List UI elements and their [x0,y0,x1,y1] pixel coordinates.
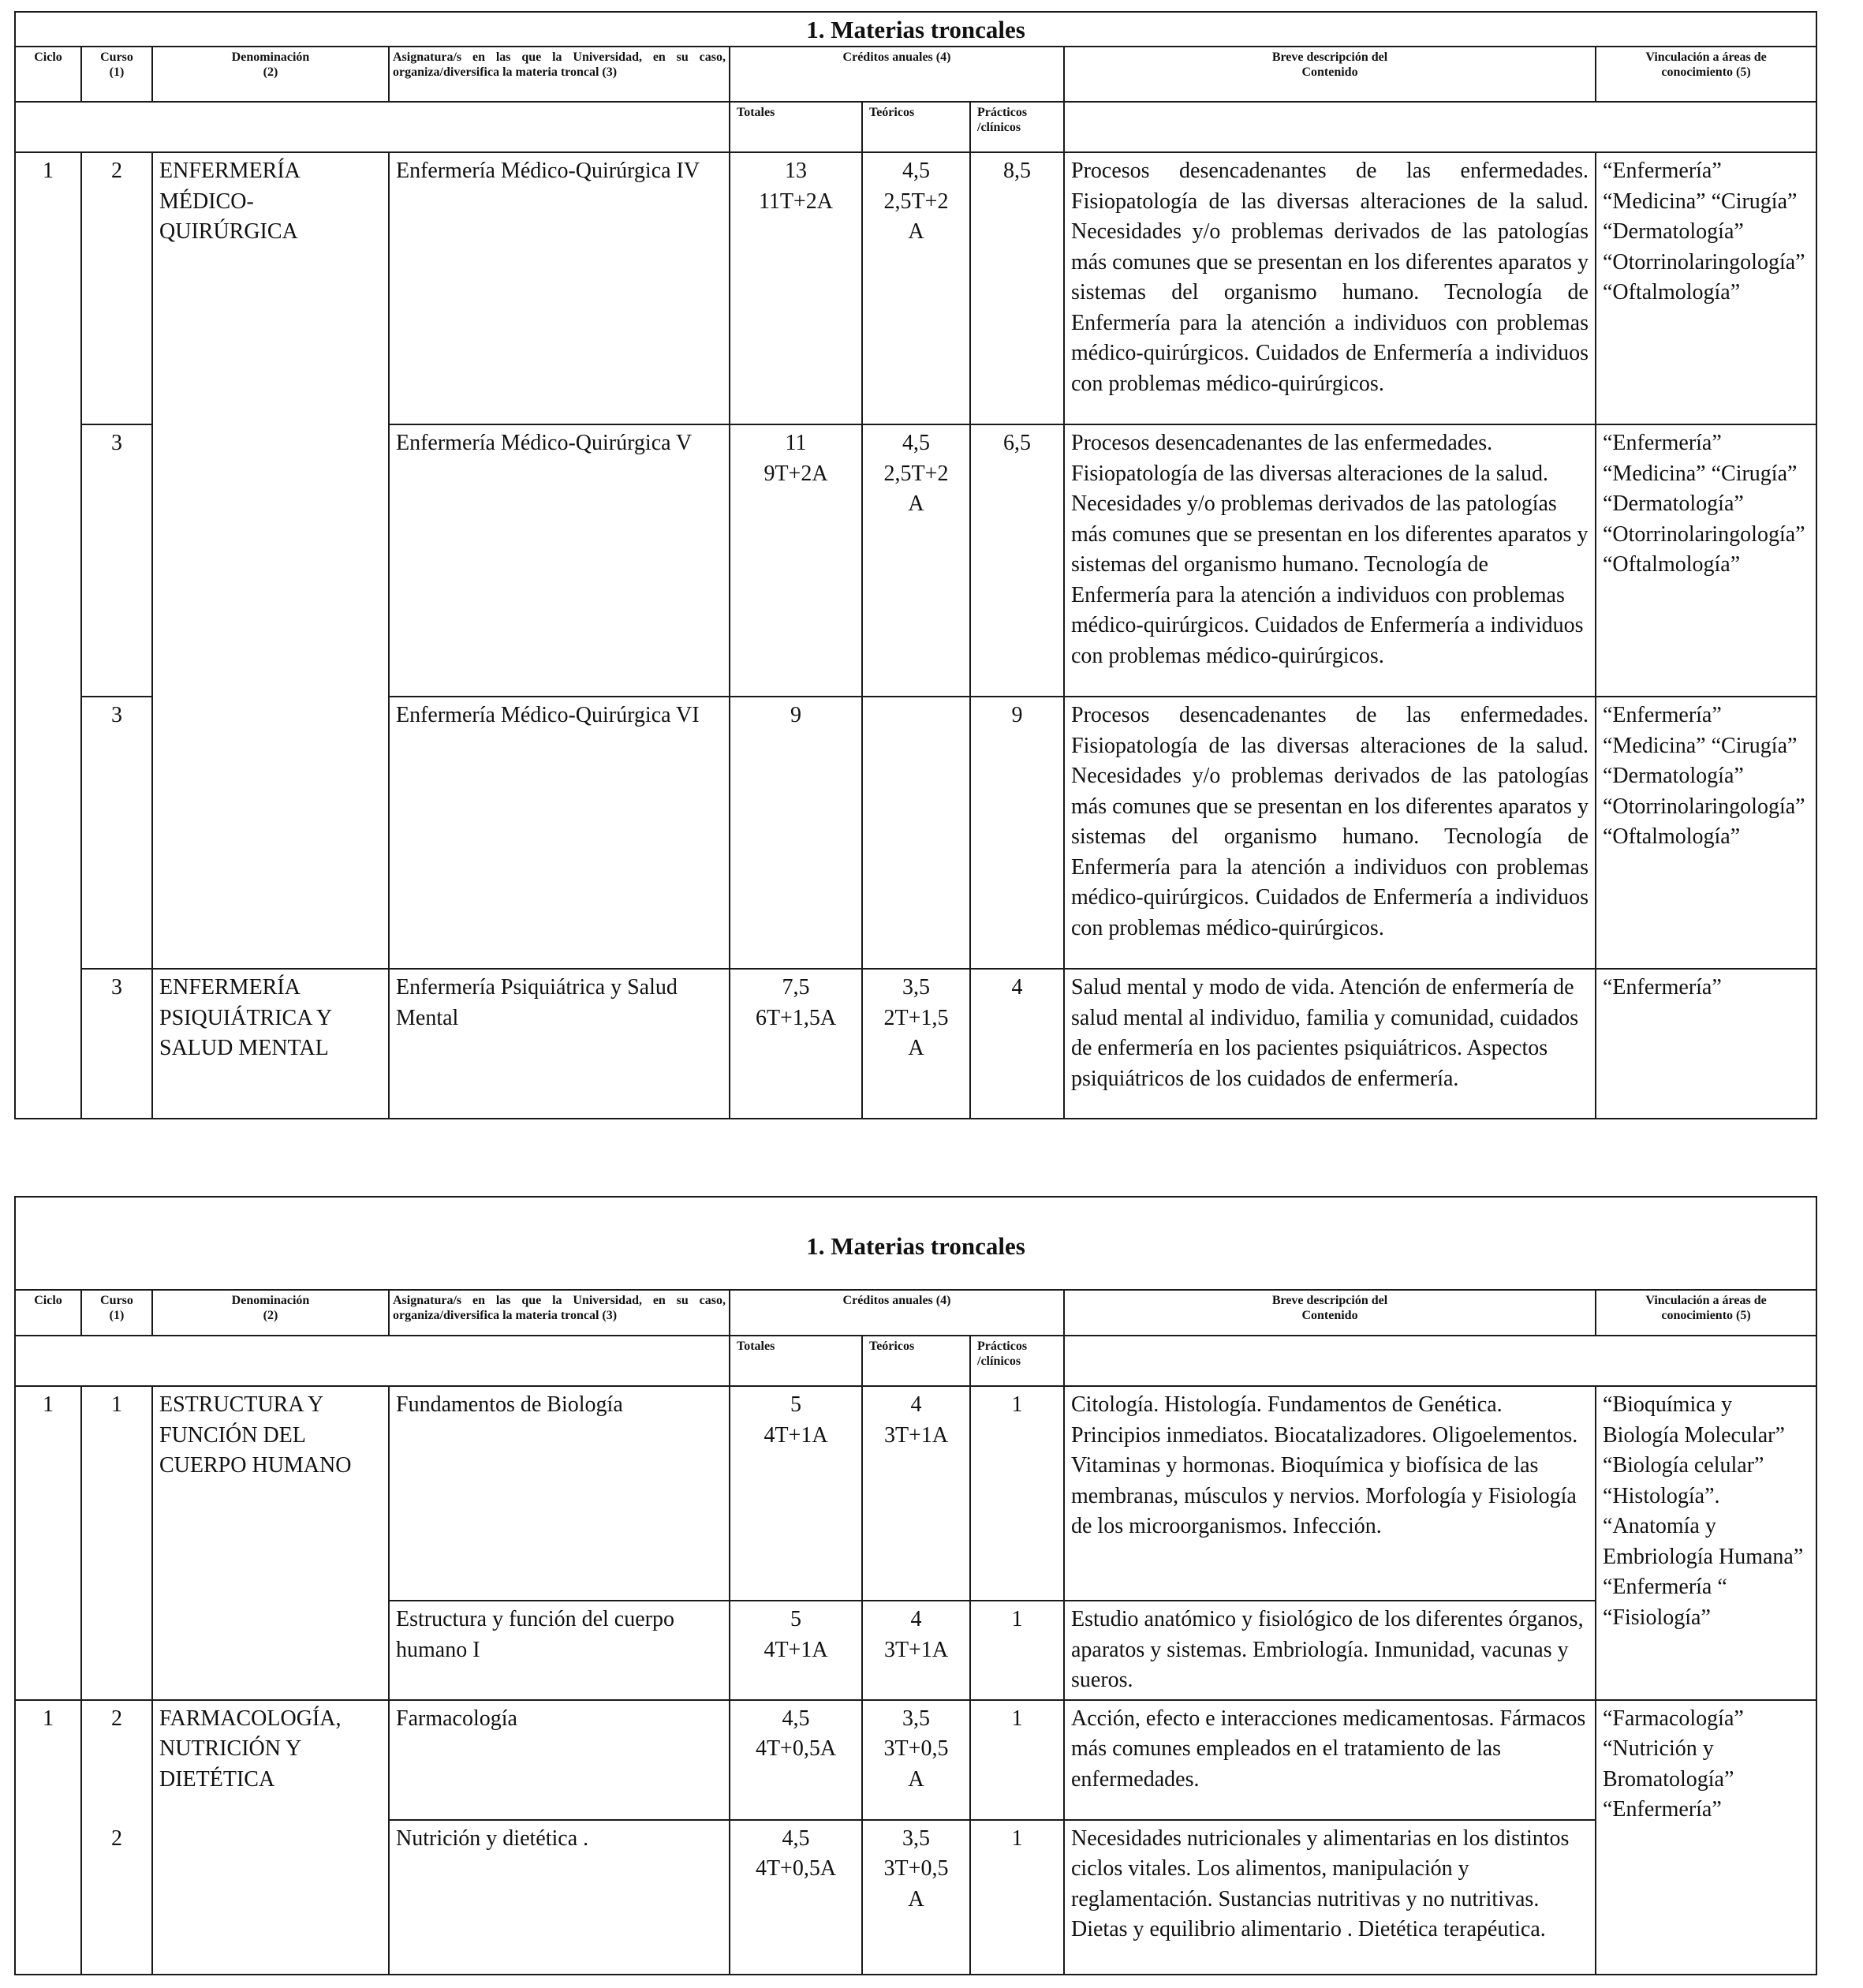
cell-totales: 5 4T+1A [730,1601,862,1700]
cell-teoricos: 3,5 2T+1,5 A [862,969,970,1119]
cell-asignatura: Enfermería Médico-Quirúrgica IV [389,152,730,424]
cell-totales: 5 4T+1A [730,1386,862,1601]
cell-descripcion: Procesos desencadenantes de las enfermedades. Fisiopatología de las diversas alteraciones de la salud. Necesidades y/o problemas derivados de las patologías más comunes que se presentan en los diferentes aparatos y sistemas del organismo humano. Tecnología de Enfermería para la atención a individuos con problemas médico-quirúrgicos. Cuidados de Enfermería a individuos con problemas médico-quirúrgicos. [1064,152,1596,424]
header-descripcion: Breve descripción del Contenido [1064,1290,1596,1336]
cell-totales: 4,5 4T+0,5A [730,1700,862,1820]
cell-vinculacion: “Enfermería” “Medicina” “Cirugía” “Dermatología” “Otorrinolaringología” “Oftalmología” [1596,424,1816,697]
cell-curso: 3 [81,424,152,697]
header-totales: Totales [730,1336,862,1386]
cell-asignatura: Fundamentos de Biología [389,1386,730,1601]
header-practicos: Prácticos /clínicos [970,102,1064,152]
cell-practicos: 1 [970,1820,1064,1975]
cell-descripcion: Necesidades nutricionales y alimentarias en los distintos ciclos vitales. Los alimentos, manipulación y reglamentación. Sustancias nutritivas y no nutritivas. Dietas y equilibrio alimentario . Dietética terapéutica. [1064,1820,1596,1975]
cell-descripcion: Procesos desencadenantes de las enfermedades. Fisiopatología de las diversas alteraciones de la salud. Necesidades y/o problemas derivados de las patologías más comunes que se presentan en los diferentes aparatos y sistemas del organismo humano. Tecnología de Enfermería para la atención a individuos con problemas médico-quirúrgicos. Cuidados de Enfermería a individuos con problemas médico-quirúrgicos. [1064,697,1596,969]
header-vinculacion: Vinculación a áreas de conocimiento (5) [1596,47,1816,102]
cell-denominacion: ENFERMERÍA MÉDICO-QUIRÚRGICA [152,152,389,424]
cell-curso: 3 [81,969,152,1119]
cell-denominacion: FARMACOLOGÍA, NUTRICIÓN Y DIETÉTICA [152,1700,389,1975]
cell-ciclo [15,424,81,697]
table-title: 1. Materias troncales [15,12,1816,47]
cell-practicos: 1 [970,1601,1064,1700]
cell-practicos: 9 [970,697,1064,969]
cell-totales: 13 11T+2A [730,152,862,424]
cell-curso: 2 [81,152,152,424]
cell-descripcion: Procesos desencadenantes de las enfermedades. Fisiopatología de las diversas alteraciones de la salud. Necesidades y/o problemas derivados de las patologías más comunes que se presentan en los diferentes aparatos y sistemas del organismo humano. Tecnología de Enfermería para la atención a individuos con problemas médico-quirúrgicos. Cuidados de Enfermería a individuos con problemas médico-quirúrgicos. [1064,424,1596,697]
cell-descripcion: Estudio anatómico y fisiológico de los diferentes órganos, aparatos y sistemas. Embriología. Inmunidad, vacunas y sueros. [1064,1601,1596,1700]
cell-vinculacion: “Enfermería” “Medicina” “Cirugía” “Dermatología” “Otorrinolaringología” “Oftalmología” [1596,697,1816,969]
cell-asignatura: Farmacología [389,1700,730,1820]
cell-asignatura: Estructura y función del cuerpo humano I [389,1601,730,1700]
header-creditos: Créditos anuales (4) [730,47,1064,102]
header-ciclo: Ciclo [15,47,81,102]
cell-curso: 3 [81,697,152,969]
cell-teoricos: 4 3T+1A [862,1386,970,1601]
cell-vinculacion: “Bioquímica y Biología Molecular” “Biología celular” “Histología”. “Anatomía y Embriología Humana” “Enfermería “ “Fisiología” [1596,1386,1816,1700]
cell-curso: 1 [81,1386,152,1700]
cell-teoricos [862,697,970,969]
table-materias-troncales-2 [14,1196,1816,1975]
cell-descripcion: Acción, efecto e interacciones medicamentosas. Fármacos más comunes empleados en el tratamiento de las enfermedades. [1064,1700,1596,1820]
cell-vinculacion: “Enfermería” “Medicina” “Cirugía” “Dermatología” “Otorrinolaringología” “Oftalmología” [1596,152,1816,424]
cell-asignatura: Nutrición y dietética . [389,1820,730,1975]
cell-practicos: 8,5 [970,152,1064,424]
cell-teoricos: 4 3T+1A [862,1601,970,1700]
cell-practicos: 4 [970,969,1064,1119]
header-teoricos: Teóricos [862,1336,970,1386]
header-denominacion: Denominación (2) [152,47,389,102]
curriculum-table [14,1196,1817,1975]
cell-totales: 11 9T+2A [730,424,862,697]
curriculum-table [14,11,1817,1119]
subheader-spacer [15,102,730,152]
header-ciclo: Ciclo [15,1290,81,1336]
cell-vinculacion: “Enfermería” [1596,969,1816,1119]
cell-ciclo [15,697,81,969]
cell-asignatura: Enfermería Médico-Quirúrgica V [389,424,730,697]
header-denominacion: Denominación (2) [152,1290,389,1336]
cell-totales: 7,5 6T+1,5A [730,969,862,1119]
cell-practicos: 6,5 [970,424,1064,697]
cell-totales: 4,5 4T+0,5A [730,1820,862,1975]
subheader-spacer-right [1064,102,1816,152]
subheader-spacer-right [1064,1336,1816,1386]
table-title: 1. Materias troncales [15,1197,1816,1290]
cell-asignatura: Enfermería Médico-Quirúrgica VI [389,697,730,969]
header-vinculacion: Vinculación a áreas de conocimiento (5) [1596,1290,1816,1336]
cell-ciclo: 1 [15,1700,81,1975]
cell-descripcion: Salud mental y modo de vida. Atención de enfermería de salud mental al individuo, familia y comunidad, cuidados de enfermería en los pacientes psiquiátricos. Aspectos psiquiátricos de los cuidados de enfermería. [1064,969,1596,1119]
cell-teoricos: 3,5 3T+0,5 A [862,1700,970,1820]
cell-teoricos: 3,5 3T+0,5 A [862,1820,970,1975]
cell-ciclo [15,969,81,1119]
cell-curso: 2 2 [81,1700,152,1975]
cell-teoricos: 4,5 2,5T+2 A [862,424,970,697]
cell-totales: 9 [730,697,862,969]
cell-teoricos: 4,5 2,5T+2 A [862,152,970,424]
cell-asignatura: Enfermería Psiquiátrica y Salud Mental [389,969,730,1119]
cell-ciclo: 1 [15,152,81,424]
header-creditos: Créditos anuales (4) [730,1290,1064,1336]
table-materias-troncales-1 [14,11,1816,1119]
header-curso: Curso (1) [81,47,152,102]
header-practicos: Prácticos /clínicos [970,1336,1064,1386]
cell-denominacion: ENFERMERÍA PSIQUIÁTRICA Y SALUD MENTAL [152,969,389,1119]
cell-denominacion [152,697,389,969]
header-teoricos: Teóricos [862,102,970,152]
header-curso: Curso (1) [81,1290,152,1336]
cell-practicos: 1 [970,1386,1064,1601]
cell-practicos: 1 [970,1700,1064,1820]
cell-vinculacion: “Farmacología” “Nutrición y Bromatología” “Enfermería” [1596,1700,1816,1975]
header-asignatura: Asignatura/s en las que la Universidad, en su caso, organiza/diversifica la materia troncal (3) [389,47,730,102]
header-asignatura: Asignatura/s en las que la Universidad, en su caso, organiza/diversifica la materia troncal (3) [389,1290,730,1336]
subheader-spacer [15,1336,730,1386]
header-descripcion: Breve descripción del Contenido [1064,47,1596,102]
cell-denominacion [152,424,389,697]
header-totales: Totales [730,102,862,152]
cell-descripcion: Citología. Histología. Fundamentos de Genética. Principios inmediatos. Biocatalizadores. Oligoelementos. Vitaminas y hormonas. Bioquímica y biofísica de las membranas, músculos y nervios. Morfología y Fisiología de los microorganismos. Infección. [1064,1386,1596,1601]
cell-denominacion: ESTRUCTURA Y FUNCIÓN DEL CUERPO HUMANO [152,1386,389,1700]
cell-ciclo: 1 [15,1386,81,1700]
